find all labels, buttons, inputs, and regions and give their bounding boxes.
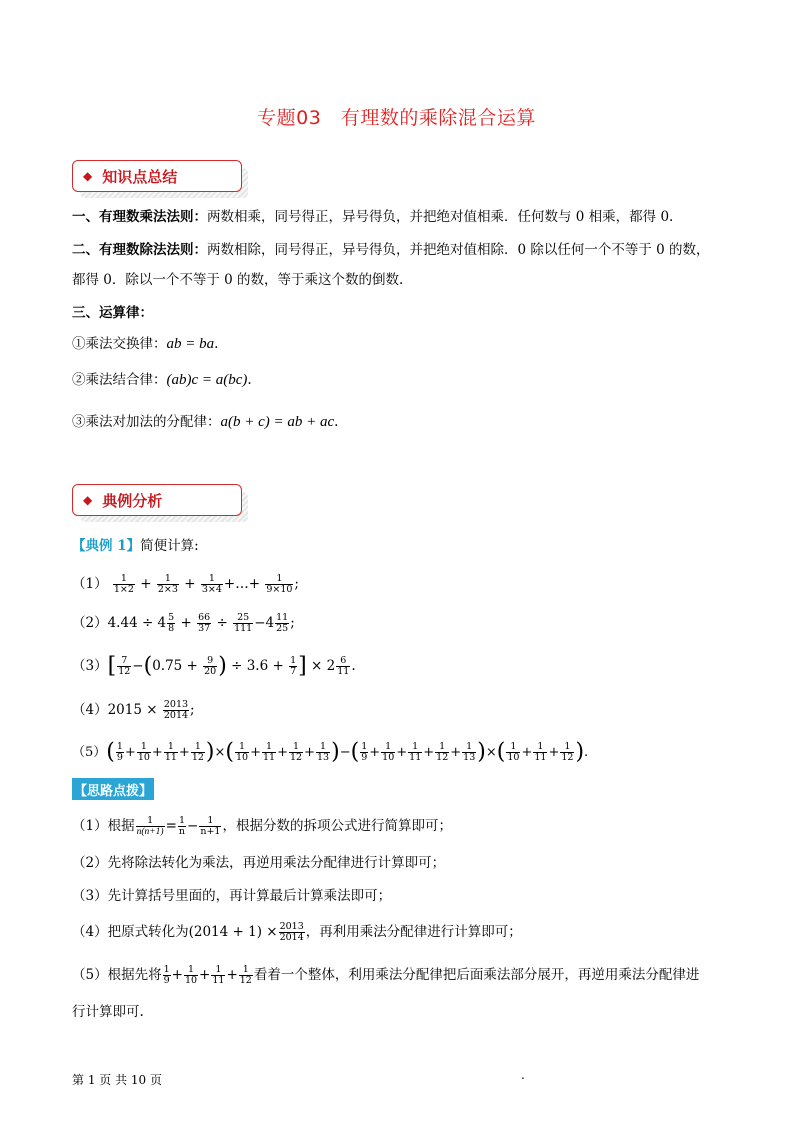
problem-2: （2）4.44 ÷ 4 $\frac{5}{8}$ + $\frac{66}{37}$ ÷ $\frac{25}{111}$ −4 $\frac{11}{25}$ ;	[72, 612, 295, 634]
fraction: $\frac{1}{n}$	[178, 815, 186, 837]
law-label: ②乘法结合律：	[72, 372, 167, 388]
fraction: $\frac{1}{13}$	[317, 741, 330, 763]
problem-number: （3）	[72, 658, 108, 674]
page-title: 专题03 有理数的乘除混合运算	[257, 107, 536, 129]
punct: ;	[190, 702, 195, 718]
law-formula: (ab)c = a(bc)	[166, 372, 248, 388]
fraction: $\frac{2013}{2014}$	[163, 699, 189, 721]
fraction: $\frac{1}{10}$	[236, 741, 249, 763]
punct: .	[214, 336, 219, 352]
punct: ;	[294, 576, 299, 592]
problem-number: （1）	[72, 576, 108, 592]
example-text: 简便计算:	[140, 538, 199, 554]
rule-laws-head: 三、运算律：	[72, 305, 153, 321]
hint-text: ，根据分数的拆项公式进行简算即可；	[222, 818, 452, 834]
fraction: $\frac{1}{10}$	[507, 741, 520, 763]
fraction: $\frac{1}{11}$	[263, 741, 276, 763]
problem-5: （5）( $\frac{1}{9}$ + $\frac{1}{10}$ + $\frac{1}{11}$ + $\frac{1}{12}$ )×( $\frac{1}{10}$ + $\frac{1}{11}$ + $\frac{1}{12}$ + $\frac{1}{13}$ )−( $\frac{1}{9}$ + $\frac{1}{10}$ + $\frac{1}{11}$ + $\frac{1}{12}$ + $\frac{1}{13}$ )×( $\frac{1}{10}$ + $\frac{1}{11}$ + $\frac{1}{12}$ ).	[72, 739, 589, 765]
section-header-summary	[72, 160, 248, 198]
law-associative	[72, 370, 252, 390]
fraction: $\frac{1}{13}$	[463, 741, 476, 763]
expr: 4.44 ÷ 4	[107, 615, 167, 631]
law-formula: a(b + c) = ab + ac	[220, 414, 335, 430]
section-label: 知识点总结	[102, 167, 178, 186]
fraction: $\frac{1}{12}$	[290, 741, 303, 763]
header-box	[72, 484, 242, 516]
fraction: $\frac{1}{2\times 3}$	[157, 573, 178, 595]
fraction: $\frac{1}{11}$	[534, 741, 547, 763]
example-heading	[72, 536, 199, 556]
fraction: $\frac{1}{12}$	[561, 741, 574, 763]
punct: .	[584, 745, 589, 760]
law-label: ③乘法对加法的分配律：	[72, 414, 221, 430]
problem-4	[72, 700, 195, 721]
problem-3: （3）[ $\frac{7}{12}$ −(0.75 + $\frac{9}{20}$ ) ÷ 3.6 + $\frac{1}{7}$ ] × 2 $\frac{6}{11}$ .	[72, 653, 356, 679]
hint-text: （4）把原式转化为(2014 + 1) ×	[72, 924, 278, 940]
fraction: $\frac{1}{9\times 10}$	[266, 573, 293, 595]
problem-1: （1） $\frac{1}{1\times 2}$ + $\frac{1}{2\times 3}$ + $\frac{1}{3\times 4}$ +…+ $\frac{1}{9\times 10}$ ;	[72, 573, 299, 595]
hint-5-cont: 行计算即可.	[72, 1004, 144, 1020]
fraction: $\frac{1}{1\times 2}$	[113, 573, 134, 595]
fraction: $\frac{1}{12}$	[191, 741, 204, 763]
section-label: 典例分析	[102, 491, 163, 510]
rule-division-cont: 都得 0．除以一个不等于 0 的数，等于乘这个数的倒数.	[72, 272, 404, 288]
example-label: 【典例 1】	[72, 538, 141, 554]
fraction: $\frac{1}{9}$	[116, 741, 123, 763]
header-box	[72, 160, 242, 192]
hint-3: （3）先计算括号里面的，再计算最后计算乘法即可；	[72, 888, 392, 904]
law-distributive	[72, 412, 338, 432]
hint-label-box: 【思路点拨】	[72, 778, 154, 800]
problem-number: （2）	[72, 615, 108, 631]
hint-text: （1）根据	[72, 818, 135, 834]
hint-text: 看着一个整体，利用乘法分配律把后面乘法部分展开，再逆用乘法分配律进	[253, 967, 700, 983]
diamond-icon: ◆	[83, 169, 93, 183]
fraction: $\frac{1}{n(n+1)}$	[136, 815, 164, 837]
section-header-examples	[72, 484, 248, 522]
hint-text: （5）根据先将	[72, 967, 162, 983]
fraction: $\frac{66}{37}$	[198, 612, 211, 634]
fraction: $\frac{5}{8}$	[168, 612, 175, 634]
punct: ;	[290, 615, 295, 631]
rule-body: 两数相乘，同号得正，异号得负，并把绝对值相乘．任何数与 0 相乘，都得 0.	[207, 209, 674, 225]
problem-number: （5）	[72, 745, 107, 760]
law-formula: ab = ba	[166, 336, 215, 352]
hint-text: ，再利用乘法分配律进行计算即可；	[305, 924, 522, 940]
fraction: $\frac{11}{25}$	[276, 612, 289, 634]
hint-2: （2）先将除法转化为乘法，再逆用乘法分配律进行计算即可；	[72, 855, 446, 871]
fraction: $\frac{1}{12}$	[239, 964, 252, 986]
rule-head: 一、有理数乘法法则：	[72, 209, 207, 225]
diamond-icon: ◆	[83, 493, 93, 507]
hint-1: （1）根据 $\frac{1}{n(n+1)}$ = $\frac{1}{n}$ − $\frac{1}{n+1}$ ，根据分数的拆项公式进行简算即可；	[72, 815, 452, 837]
fraction: $\frac{1}{11}$	[212, 964, 225, 986]
fraction: $\frac{1}{10}$	[184, 964, 198, 986]
punct: .	[351, 658, 356, 674]
fraction: $\frac{9}{20}$	[204, 655, 217, 677]
fraction: $\frac{1}{10}$	[382, 741, 395, 763]
fraction: $\frac{25}{111}$	[234, 612, 253, 634]
fraction: $\frac{1}{n+1}$	[200, 815, 221, 837]
hint-5: （5）根据先将 $\frac{1}{9}$ + $\frac{1}{10}$ + $\frac{1}{11}$ + $\frac{1}{12}$ 看着一个整体，利用乘法分配律把后面乘法部分展开，再逆用乘法分配律进	[72, 964, 700, 986]
rule-head: 二、有理数除法法则：	[72, 242, 207, 258]
fraction: $\frac{1}{7}$	[290, 655, 297, 677]
fraction: $\frac{6}{11}$	[337, 655, 350, 677]
rule-multiplication	[72, 207, 673, 227]
page-footer: 第 1 页 共 10 页	[72, 1073, 162, 1087]
punct: .	[334, 414, 339, 430]
fraction: $\frac{1}{9}$	[361, 741, 368, 763]
expr: 2015 ×	[107, 702, 158, 718]
fraction: $\frac{1}{11}$	[409, 741, 422, 763]
fraction: $\frac{1}{3\times 4}$	[201, 573, 222, 595]
hint-4	[72, 922, 522, 943]
fraction: $\frac{1}{9}$	[163, 964, 170, 986]
law-commutative	[72, 334, 218, 354]
punct: .	[247, 372, 252, 388]
fraction: $\frac{1}{11}$	[164, 741, 177, 763]
problem-number: （4）	[72, 702, 108, 718]
law-label: ①乘法交换律：	[72, 336, 167, 352]
fraction: $\frac{1}{12}$	[436, 741, 449, 763]
ellipsis: +…+	[223, 576, 261, 592]
rule-body: 两数相除，同号得正，异号得负，并把绝对值相除．0 除以任何一个不等于 0 的数，	[207, 242, 710, 258]
fraction: $\frac{2013}{2014}$	[279, 921, 304, 943]
footer-dot: .	[521, 1068, 525, 1082]
fraction: $\frac{1}{10}$	[137, 741, 150, 763]
rule-division	[72, 240, 710, 260]
fraction: $\frac{7}{12}$	[118, 655, 131, 677]
